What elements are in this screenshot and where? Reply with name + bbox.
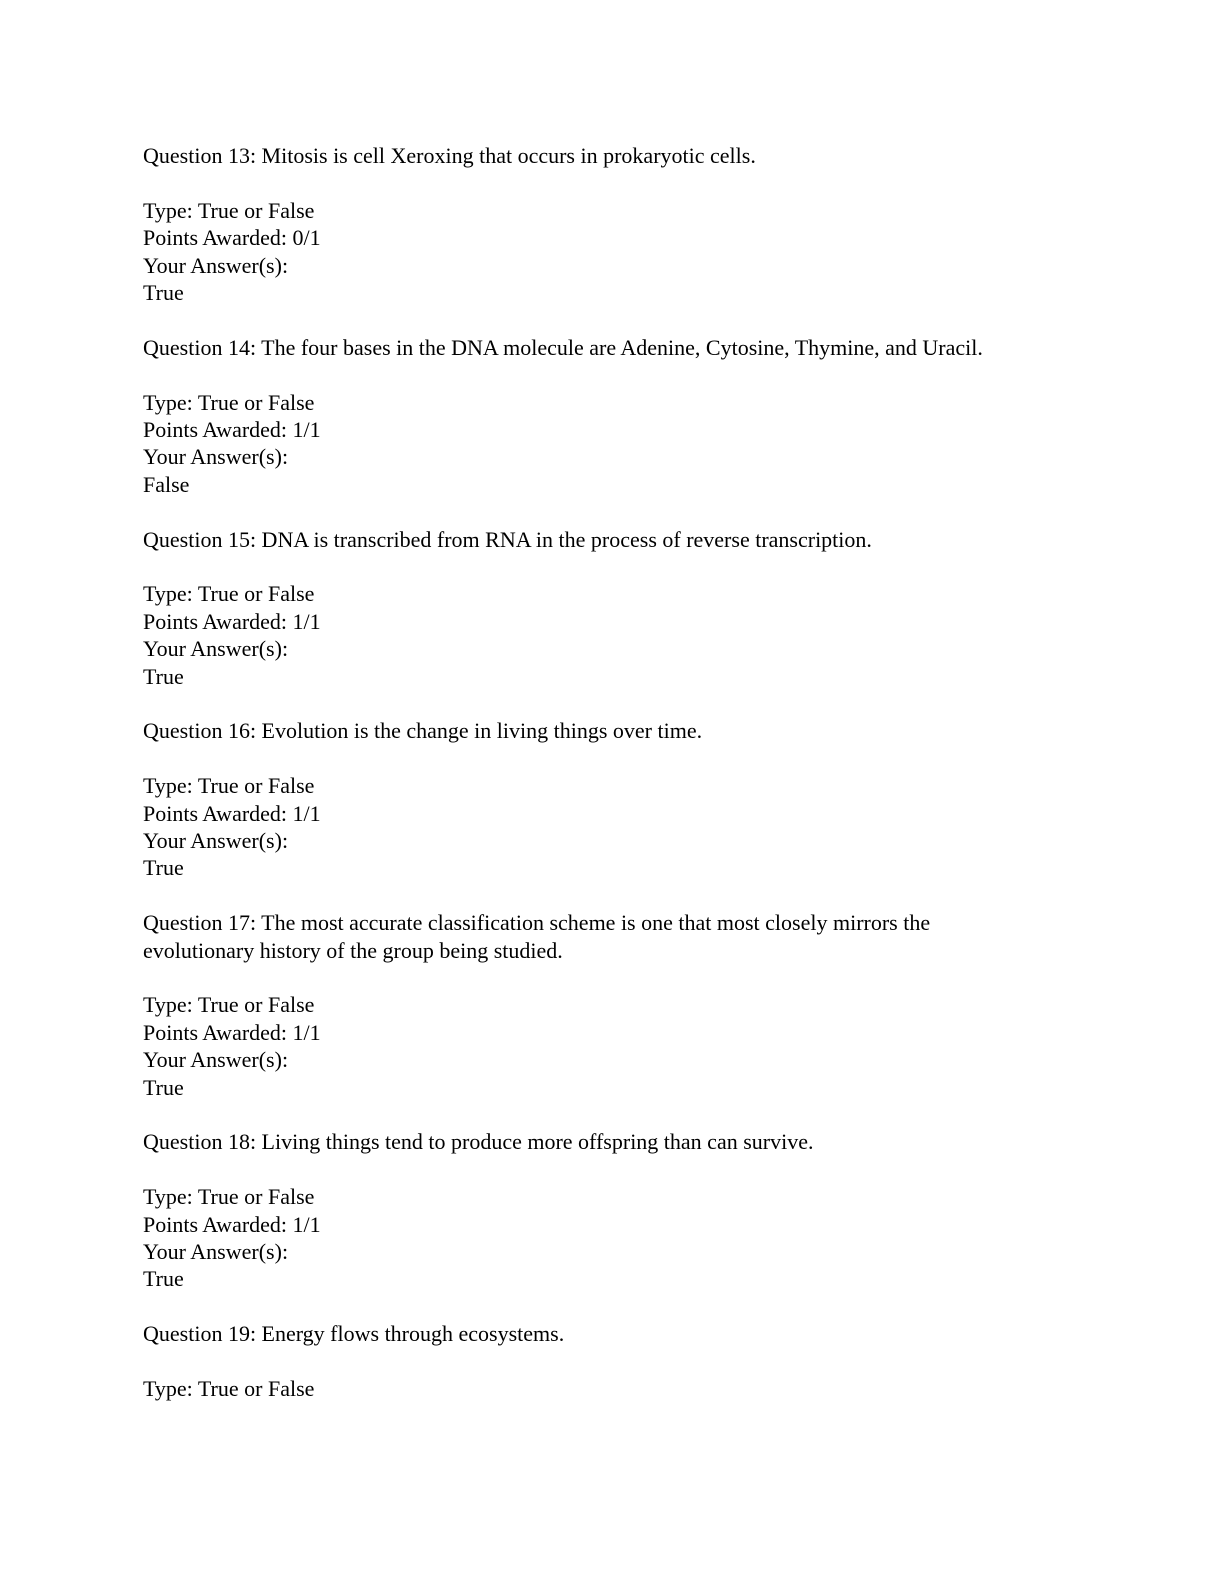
question-type: Type: True or False: [143, 773, 315, 799]
question-14-details: [143, 389, 1043, 499]
question-18-prompt: [143, 1128, 1043, 1155]
question-text-line-1: Question 17: The most accurate classification scheme is one that most closely mirrors the: [143, 910, 931, 936]
answer-value: True: [143, 1266, 184, 1292]
question-text-line-2: evolutionary history of the group being studied.: [143, 937, 563, 963]
question-text: Question 14: The four bases in the DNA molecule are Adenine, Cytosine, Thymine, and Uracil.: [143, 334, 983, 360]
question-type: Type: True or False: [143, 992, 315, 1018]
question-19-details: [143, 1375, 1043, 1402]
question-17-prompt: [143, 909, 1043, 964]
points-awarded: Points Awarded: 1/1: [143, 417, 321, 443]
question-18-details: [143, 1183, 1043, 1293]
question-15-details: [143, 580, 1043, 690]
question-13-details: [143, 197, 1043, 307]
question-15-prompt: [143, 526, 1043, 553]
answer-label: Your Answer(s):: [143, 252, 289, 278]
question-16-prompt: [143, 717, 1043, 744]
question-text: Question 18: Living things tend to produce more offspring than can survive.: [143, 1129, 814, 1155]
document-page: [143, 142, 1043, 1430]
answer-label: Your Answer(s):: [143, 1239, 289, 1265]
question-text: Question 16: Evolution is the change in living things over time.: [143, 718, 703, 744]
question-type: Type: True or False: [143, 581, 315, 607]
question-type: Type: True or False: [143, 1376, 315, 1402]
question-text: Question 19: Energy flows through ecosystems.: [143, 1321, 565, 1347]
question-text: Question 15: DNA is transcribed from RNA in the process of reverse transcription.: [143, 526, 872, 552]
answer-label: Your Answer(s):: [143, 1047, 289, 1073]
question-type: Type: True or False: [143, 1184, 315, 1210]
points-awarded: Points Awarded: 0/1: [143, 225, 321, 251]
answer-label: Your Answer(s):: [143, 444, 289, 470]
question-type: Type: True or False: [143, 197, 315, 223]
points-awarded: Points Awarded: 1/1: [143, 1211, 321, 1237]
question-type: Type: True or False: [143, 389, 315, 415]
answer-value: True: [143, 663, 184, 689]
answer-value: True: [143, 280, 184, 306]
question-text: Question 13: Mitosis is cell Xeroxing that occurs in prokaryotic cells.: [143, 143, 756, 168]
question-16-details: [143, 772, 1043, 882]
question-19-prompt: [143, 1320, 1043, 1347]
answer-value: True: [143, 1074, 184, 1100]
points-awarded: Points Awarded: 1/1: [143, 1019, 321, 1045]
answer-value: True: [143, 855, 184, 881]
question-17-details: [143, 991, 1043, 1101]
answer-label: Your Answer(s):: [143, 828, 289, 854]
points-awarded: Points Awarded: 1/1: [143, 608, 321, 634]
points-awarded: Points Awarded: 1/1: [143, 800, 321, 826]
answer-label: Your Answer(s):: [143, 636, 289, 662]
question-13-prompt: [143, 142, 1043, 169]
question-14-prompt: [143, 334, 1043, 361]
answer-value: False: [143, 471, 190, 497]
